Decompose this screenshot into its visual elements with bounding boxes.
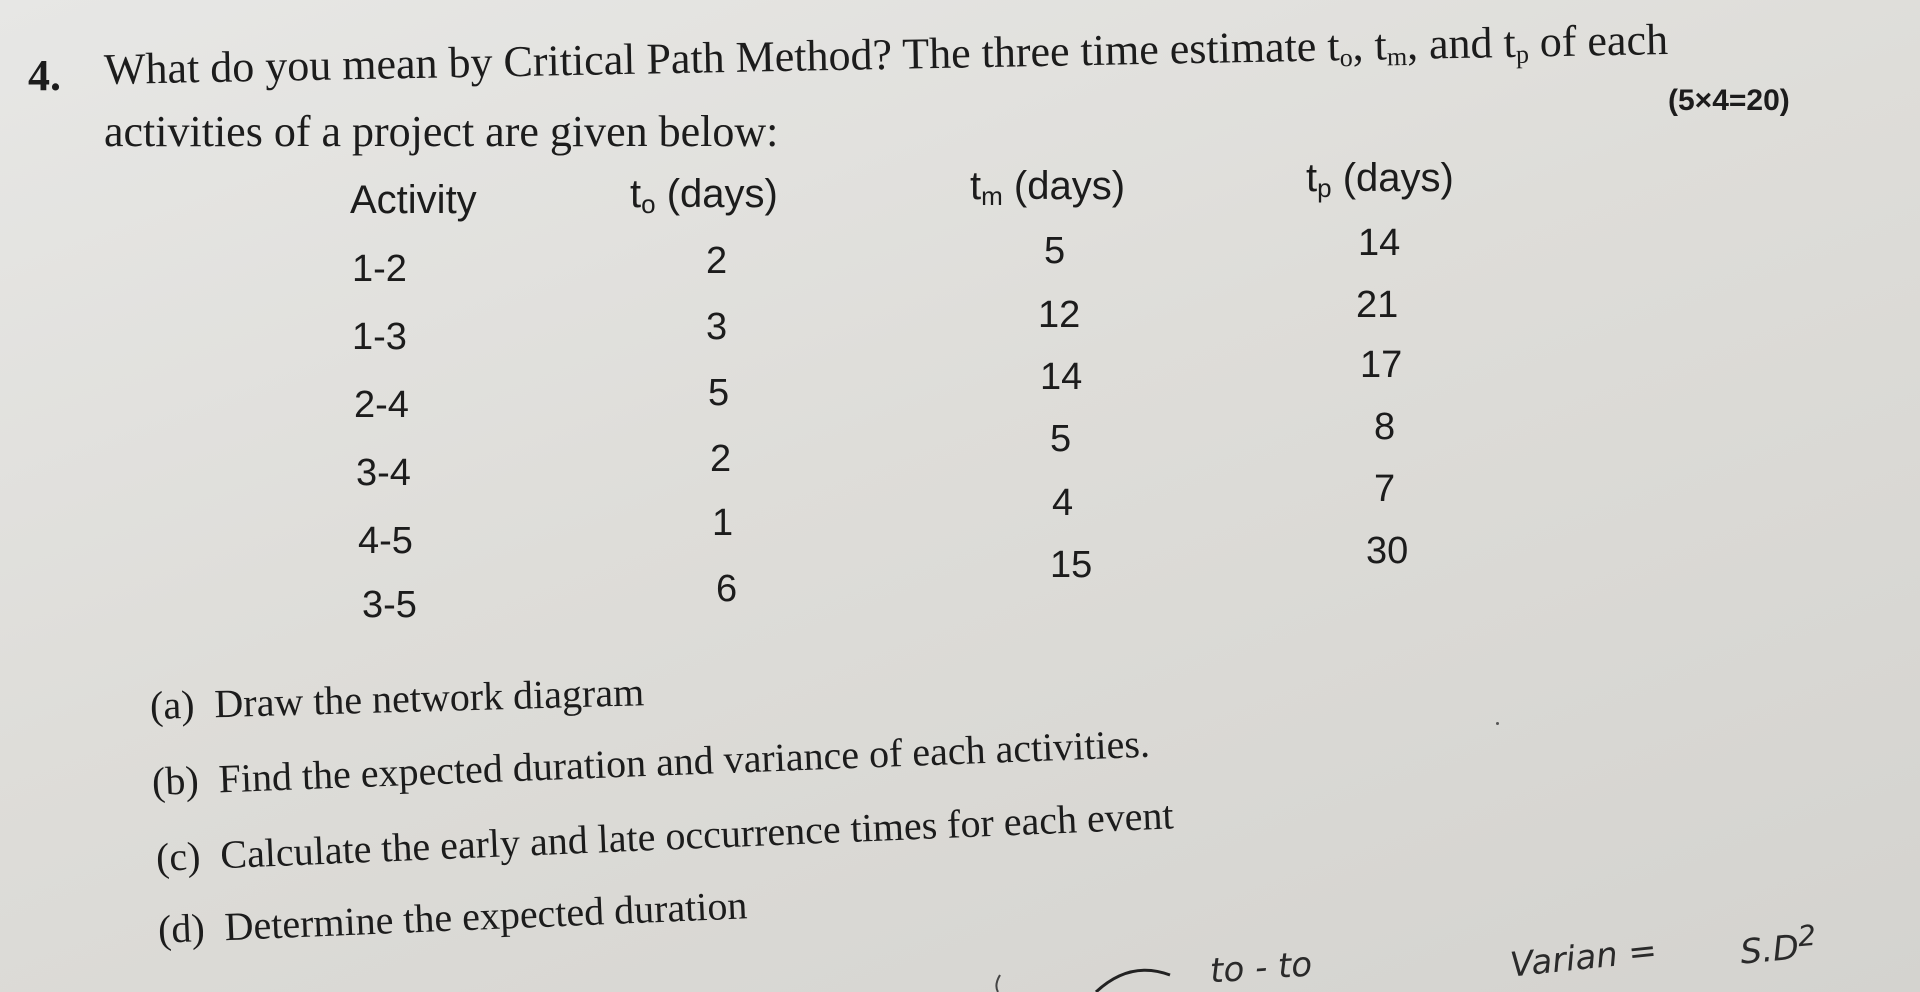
cell-to: 2 (706, 240, 728, 282)
handwritten-superscript: 2 (1796, 918, 1818, 954)
cell-tm: 15 (1050, 544, 1093, 586)
header-tp-unit: (days) (1331, 156, 1454, 200)
cell-to: 6 (716, 568, 738, 610)
header-tp-t: t (1306, 156, 1318, 200)
subscript-o: o (1339, 43, 1354, 73)
ink-stroke (1096, 970, 1170, 992)
question-text-part: , t (1352, 20, 1388, 71)
header-tm-t: t (970, 164, 982, 208)
handwritten-note: Varian = (1508, 930, 1659, 986)
cell-tm: 4 (1052, 482, 1074, 524)
cell-tm: 5 (1050, 418, 1072, 460)
cell-activity: 2-4 (354, 384, 409, 426)
question-text-part: of each (1528, 14, 1669, 67)
cell-tp: 8 (1374, 406, 1396, 448)
cell-tp: 17 (1360, 344, 1403, 386)
subquestion-label: (c) (155, 833, 202, 880)
question-number: 4. (28, 51, 61, 100)
question-text-part: , and t (1406, 17, 1517, 69)
cell-tp: 14 (1358, 222, 1401, 264)
cell-to: 5 (708, 372, 730, 414)
header-to-sub: o (641, 189, 656, 219)
header-tp-sub: p (1317, 173, 1332, 203)
cell-to: 2 (710, 438, 732, 480)
subquestion-text: Calculate the early and late occurrence times for each event (219, 792, 1175, 878)
cell-tp: 30 (1366, 530, 1409, 572)
subquestion-label: (b) (151, 757, 200, 804)
header-tm-unit: (days) (1002, 164, 1126, 208)
cell-tm: 14 (1040, 356, 1083, 398)
cell-activity: 3-4 (356, 452, 411, 494)
ink-stroke (996, 975, 1000, 992)
cell-to: 3 (706, 306, 728, 348)
question-text-line2: activities of a project are given below: (104, 107, 779, 156)
question-text-part: What do you mean by Critical Path Method? The three time estimate t (103, 21, 1340, 94)
header-to-unit: (days) (655, 172, 778, 216)
subscript-p: p (1515, 39, 1530, 69)
header-tm-sub: m (981, 181, 1003, 211)
cell-tp: 21 (1356, 284, 1399, 326)
cell-activity: 1-3 (352, 316, 407, 358)
cell-tm: 5 (1044, 230, 1066, 272)
cell-activity: 3-5 (362, 584, 417, 626)
handwritten-note: to - to (1208, 944, 1314, 992)
subquestion-label: (d) (157, 905, 206, 952)
marks-allocation: (5×4=20) (1668, 84, 1790, 117)
subquestion-text: Draw the network diagram (213, 669, 645, 727)
subscript-m: m (1386, 41, 1408, 72)
subquestion-label: (a) (149, 681, 196, 728)
subquestion-text: Determine the expected duration (223, 882, 749, 950)
cell-tm: 12 (1038, 294, 1081, 336)
handwritten-sd: S.D (1738, 927, 1801, 973)
cell-tp: 7 (1374, 468, 1396, 510)
header-to-t: t (630, 172, 642, 216)
subquestion-text: Find the expected duration and variance of each activities. (217, 720, 1151, 802)
header-activity: Activity (350, 178, 477, 222)
cell-activity: 4-5 (358, 520, 413, 562)
cell-activity: 1-2 (352, 248, 407, 290)
cell-to: 1 (712, 502, 734, 544)
